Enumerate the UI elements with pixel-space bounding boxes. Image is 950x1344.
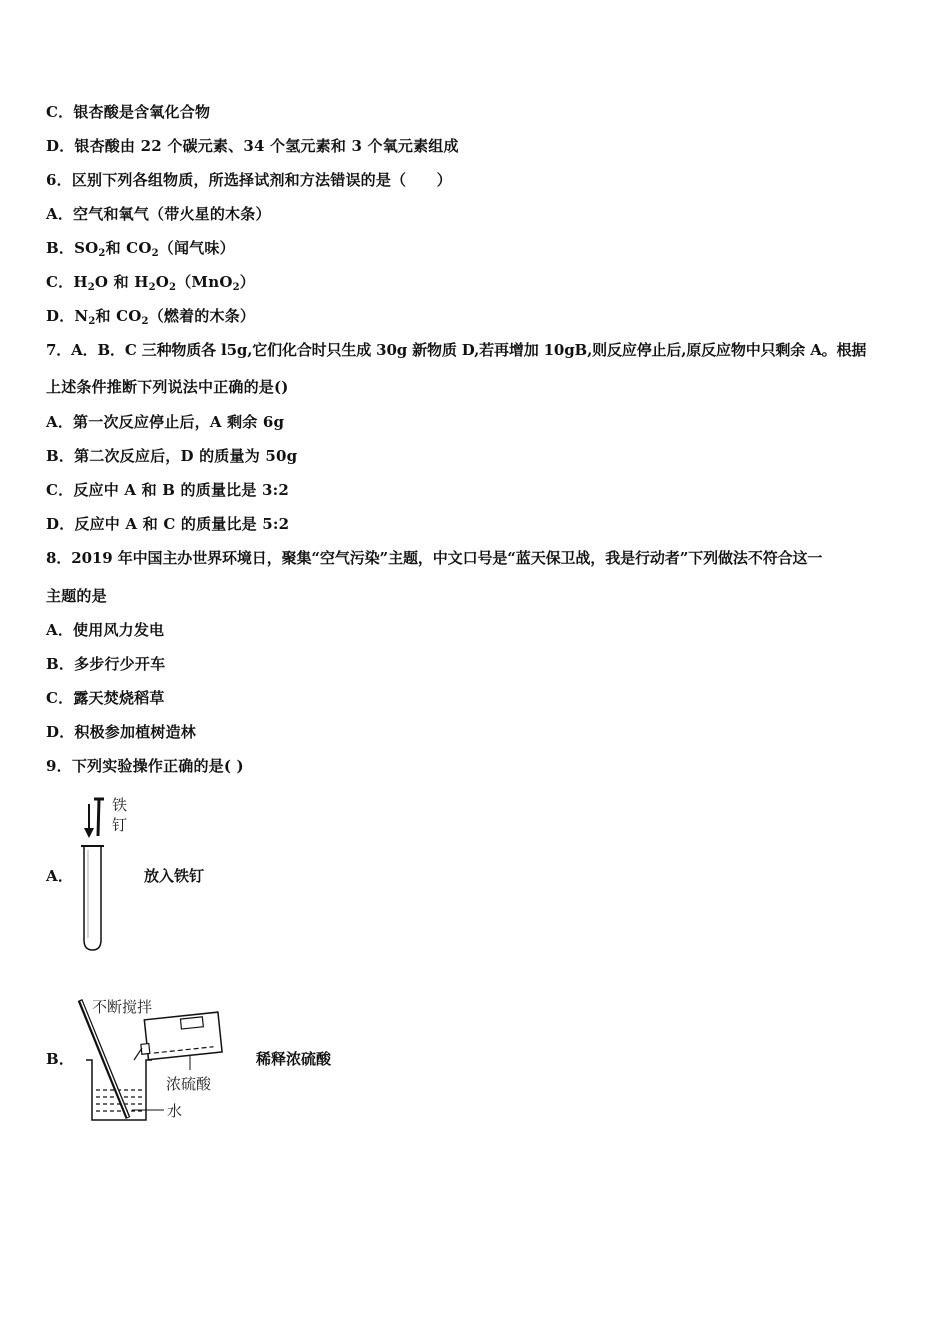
q9-option-b-label: B． (46, 1050, 75, 1068)
fig-a-label-tie: 铁 (112, 796, 128, 814)
q7-option-a: A．第一次反应停止后，A 剩余 6g (46, 413, 285, 431)
iron-nail-test-tube-figure (70, 790, 150, 960)
fig-b-label-acid: 浓硫酸 (166, 1075, 212, 1093)
q6-option-d: D．$N_2$和 $CO_2$（燃着的木条） (46, 307, 256, 327)
dilute-acid-illustration (72, 994, 232, 1126)
q7-stem-line-1: 7．A．B．C 三种物质各 l5g,它们化合时只生成 30g 新物质 D,若再增加 10gB,则反应停止后,原反应物中只剩余 A。根据 (46, 341, 867, 359)
q8-stem-line-1: 8．2019 年中国主办世界环境日，聚集“空气污染”主题，中文口号是“蓝天保卫战，我是行动者”下列做法不符合这一 (46, 549, 823, 567)
q8-stem-line-2: 主题的是 (46, 587, 107, 605)
q8-option-c: C．露天焚烧稻草 (46, 689, 165, 707)
q5-option-d: D．银杏酸由 22 个碳元素、34 个氢元素和 3 个氧元素组成 (46, 137, 459, 155)
fig-a-label-ding: 钉 (112, 816, 128, 834)
q9-option-a-caption: 放入铁钉 (144, 867, 205, 885)
iron-nail-test-tube-illustration (70, 790, 150, 960)
q7-option-d: D．反应中 A 和 C 的质量比是 5:2 (46, 515, 290, 533)
q9-option-b-caption: 稀释浓硫酸 (256, 1050, 332, 1068)
q6-option-c: C．$H_2O$ 和 $H_2O_2(MnO_2)$ (46, 273, 255, 293)
q8-option-a: A．使用风力发电 (46, 621, 165, 639)
q7-stem-line-2: 上述条件推断下列说法中正确的是() (46, 378, 289, 396)
q9-option-a-label: A． (46, 867, 74, 885)
q6-option-a: A．空气和氧气（带火星的木条） (46, 205, 271, 223)
q8-option-b: B．多步行少开车 (46, 655, 166, 673)
q6-stem: 6．区别下列各组物质，所选择试剂和方法错误的是（ ） (46, 171, 452, 189)
q6-option-b: B．$SO_2$和 $CO_2$（闻气味） (46, 239, 235, 259)
fig-b-label-water: 水 (167, 1102, 183, 1120)
fig-b-label-stir: 不断搅拌 (92, 998, 153, 1016)
dilute-sulfuric-acid-figure (72, 994, 232, 1126)
q8-option-d: D．积极参加植树造林 (46, 723, 197, 741)
q7-option-b: B．第二次反应后，D 的质量为 50g (46, 447, 298, 465)
q7-option-c: C．反应中 A 和 B 的质量比是 3:2 (46, 481, 289, 499)
q5-option-c: C．银杏酸是含氧化合物 (46, 103, 211, 121)
q9-stem: 9．下列实验操作正确的是( ) (46, 757, 244, 775)
